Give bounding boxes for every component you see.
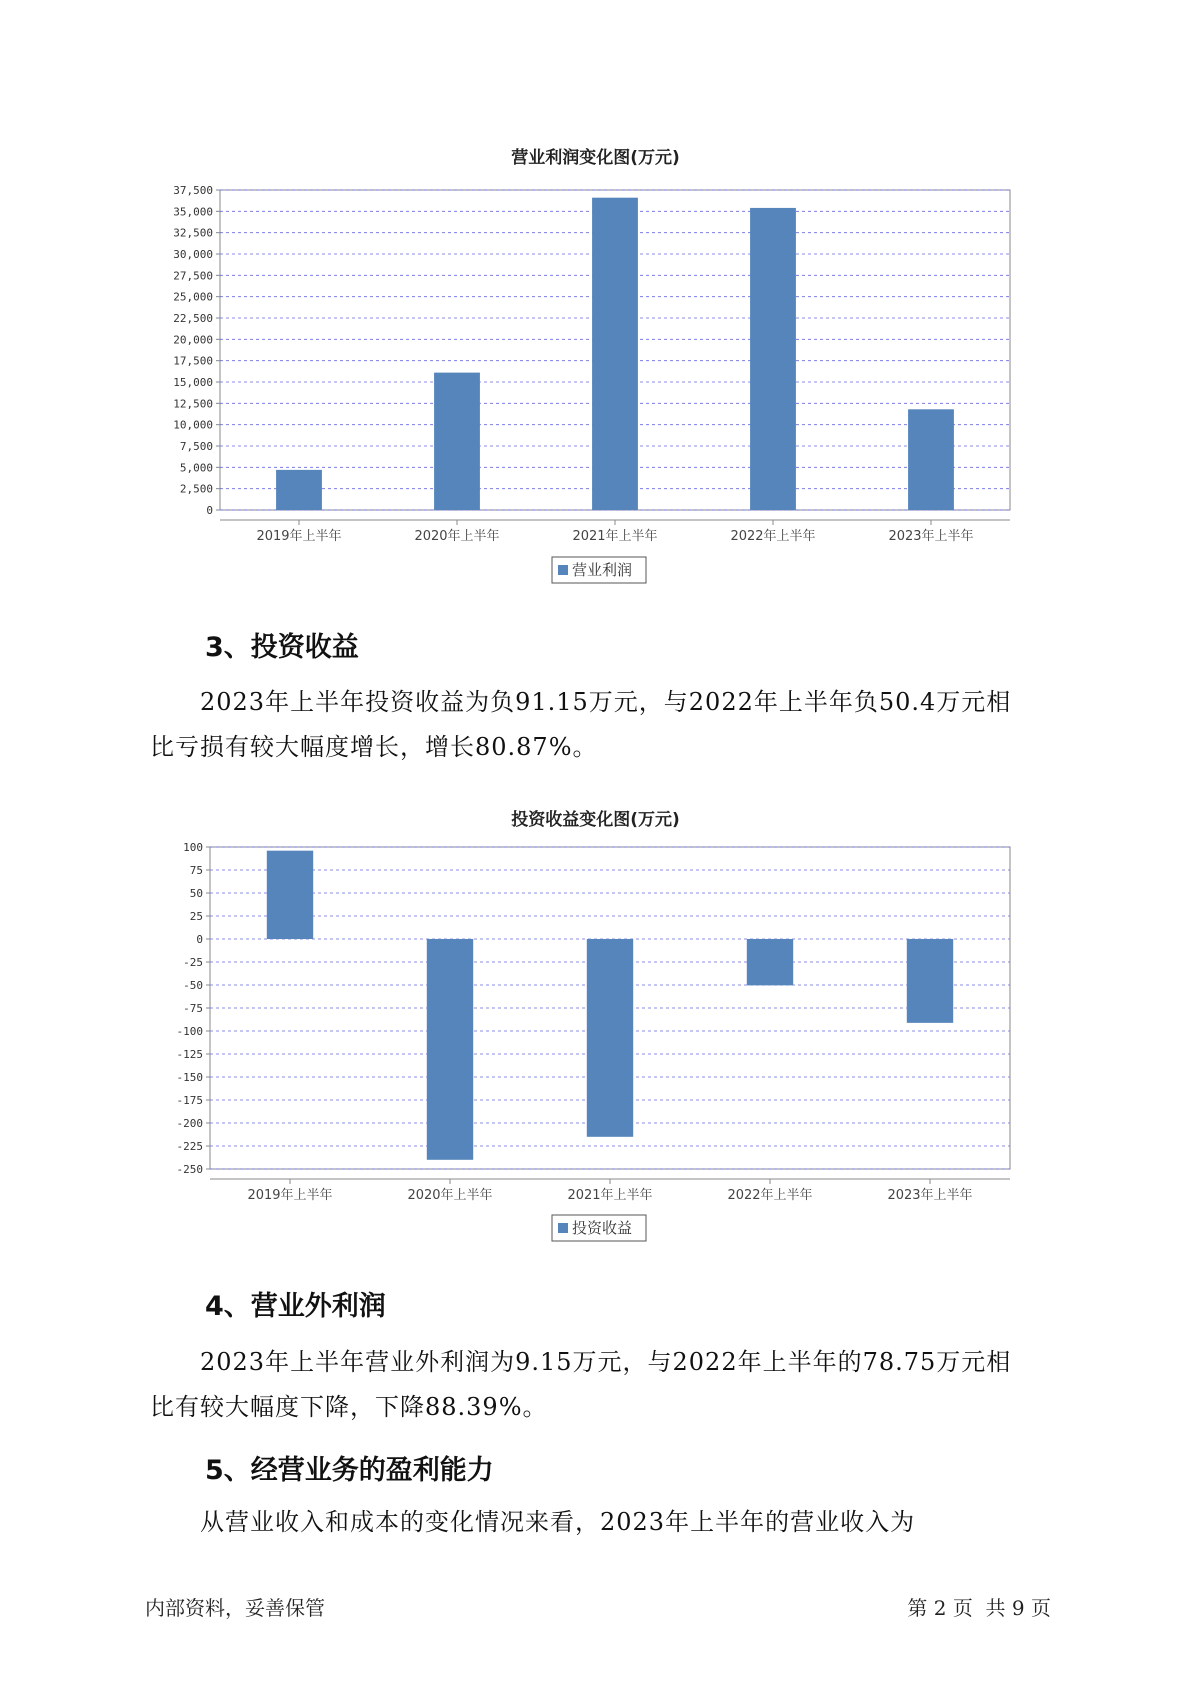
bar: [907, 939, 953, 1023]
y-tick-label: 20,000: [173, 333, 213, 347]
bar: [592, 198, 638, 510]
x-tick-label: 2022年上半年: [730, 529, 816, 544]
x-tick-label: 2020年上半年: [414, 529, 500, 544]
x-tick-label: 2019年上半年: [256, 529, 342, 544]
y-tick-label: 17,500: [173, 354, 213, 368]
bar: [587, 939, 633, 1137]
bar: [427, 939, 473, 1160]
y-tick-label: 2,500: [179, 482, 213, 496]
y-tick-label: -250: [176, 1163, 203, 1176]
y-tick-label: 27,500: [173, 269, 213, 283]
paragraph-line: 比亏损有较大幅度增长，增长80.87%。: [150, 733, 598, 761]
y-tick-label: -225: [176, 1140, 203, 1153]
legend-swatch: [558, 1223, 568, 1233]
y-tick-label: 0: [196, 933, 203, 946]
y-tick-label: 35,000: [173, 205, 213, 219]
chart2-title: 投资收益变化图(万元): [511, 810, 680, 830]
bar: [908, 409, 954, 510]
y-tick-label: 37,500: [173, 184, 213, 197]
x-tick-label: 2021年上半年: [567, 1188, 653, 1203]
investment-income-chart: [0, 830, 1191, 1250]
footer-confidential-note: 内部资料，妥善保管: [145, 1596, 325, 1620]
paragraph-line: 2023年上半年营业外利润为9.15万元，与2022年上半年的78.75万元相: [200, 1348, 1012, 1376]
y-tick-label: 50: [189, 887, 203, 900]
y-tick-label: 30,000: [173, 248, 213, 261]
section-heading-non-operating-profit: 4、营业外利润: [205, 1291, 386, 1322]
non-operating-profit-paragraph: [150, 1340, 1055, 1430]
bar: [267, 851, 313, 939]
x-tick-label: 2023年上半年: [887, 1188, 973, 1203]
bar: [434, 373, 480, 510]
y-tick-label: -50: [183, 979, 203, 992]
y-tick-label: -100: [176, 1025, 203, 1038]
bar: [747, 939, 793, 985]
x-tick-label: 2022年上半年: [727, 1188, 813, 1203]
y-tick-label: 25,000: [173, 290, 213, 304]
bar: [276, 470, 322, 510]
y-tick-label: -150: [176, 1071, 203, 1084]
y-tick-label: 10,000: [173, 418, 213, 432]
bar: [750, 208, 796, 510]
y-tick-label: 75: [189, 864, 203, 877]
paragraph-line: 比有较大幅度下降，下降88.39%。: [150, 1393, 548, 1421]
y-tick-label: -25: [183, 956, 203, 969]
y-tick-label: 7,500: [179, 440, 213, 453]
y-tick-label: 12,500: [173, 397, 213, 411]
y-tick-label: 15,000: [173, 376, 213, 389]
legend-label: 投资收益: [572, 1219, 633, 1237]
chart1-title: 营业利润变化图(万元): [511, 148, 680, 168]
x-tick-label: 2020年上半年: [407, 1188, 493, 1203]
x-tick-label: 2023年上半年: [888, 529, 974, 544]
y-tick-label: 22,500: [173, 312, 213, 325]
profitability-paragraph: [150, 1500, 1055, 1545]
paragraph-line: 从营业收入和成本的变化情况来看，2023年上半年的营业收入为: [200, 1508, 916, 1536]
y-tick-label: 0: [206, 504, 213, 517]
y-tick-label: -75: [183, 1002, 203, 1015]
y-tick-label: 5,000: [179, 461, 213, 475]
footer-page-number: 第 2 页 共 9 页: [907, 1596, 1051, 1620]
y-tick-label: 100: [183, 841, 203, 854]
y-tick-label: -175: [176, 1094, 203, 1107]
section-heading-investment-income: 3、投资收益: [205, 632, 359, 663]
y-tick-label: 25: [189, 910, 203, 923]
investment-income-paragraph: [150, 680, 1055, 770]
section-heading-profitability: 5、经营业务的盈利能力: [205, 1455, 494, 1486]
x-tick-label: 2019年上半年: [247, 1188, 333, 1203]
x-tick-label: 2021年上半年: [572, 529, 658, 544]
y-tick-label: -125: [176, 1048, 203, 1061]
paragraph-line: 2023年上半年投资收益为负91.15万元，与2022年上半年负50.4万元相: [200, 688, 1012, 716]
legend-label: 营业利润: [572, 561, 633, 579]
y-tick-label: 32,500: [173, 226, 213, 240]
y-tick-label: -200: [176, 1117, 203, 1130]
operating-profit-chart: [0, 170, 1191, 590]
legend-swatch: [558, 565, 568, 575]
